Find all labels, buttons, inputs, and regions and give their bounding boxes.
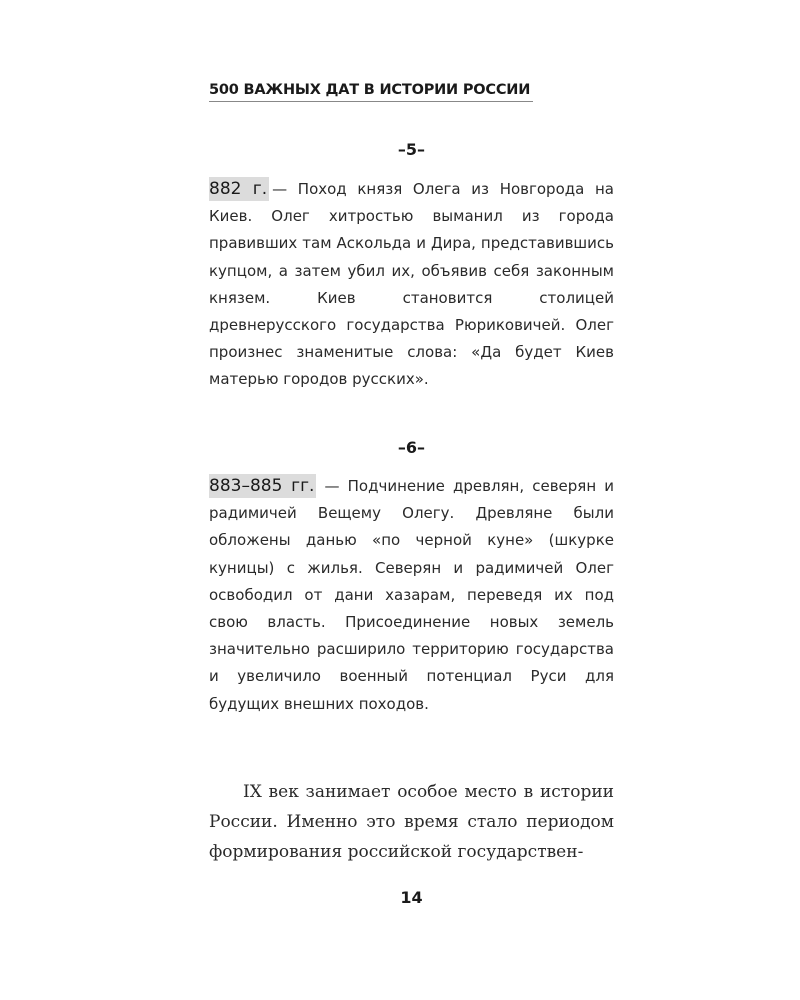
entry-number-5: –5– (397, 140, 426, 159)
entry-date: 883–885 гг. (209, 476, 315, 496)
entry-text: Поход князя Олега из Новгорода на Киев. Олег хитростью выманил из города правивших там Аскольда и Дира, представившись купцом, а затем убил их, объявив себя законным князем. Киев становится столицей древнерусского государства Рюриковичей. Олег произнес знаменитые слова: «Да будет Киев матерью городов русских». (209, 180, 614, 389)
page-number: 14 (400, 888, 423, 907)
entry-882 (209, 176, 614, 394)
entry-number-6: –6– (397, 438, 426, 457)
body-paragraph: IX век занимает особое место в истории России. Именно это время стало периодом формирования российской государствен- (209, 782, 614, 862)
running-title: 500 ВАЖНЫХ ДАТ В ИСТОРИИ РОССИИ (209, 82, 533, 102)
entry-date: 882 г. (209, 179, 268, 199)
entry-text: Подчинение древлян, северян и радимичей Вещему Олегу. Древляне были обложены данью «по черной куне» (шкурке куницы) с жилья. Северян и радимичей Олег освободил от дани хазарам, переведя их под свою власть. Присоединение новых земель значительно расширило территорию государства и увеличило военный потенциал Руси для будущих внешних походов. (209, 477, 614, 713)
entry-883-885 (209, 473, 614, 718)
entry-dash: — (324, 477, 340, 495)
entry-dash: — (272, 180, 288, 198)
